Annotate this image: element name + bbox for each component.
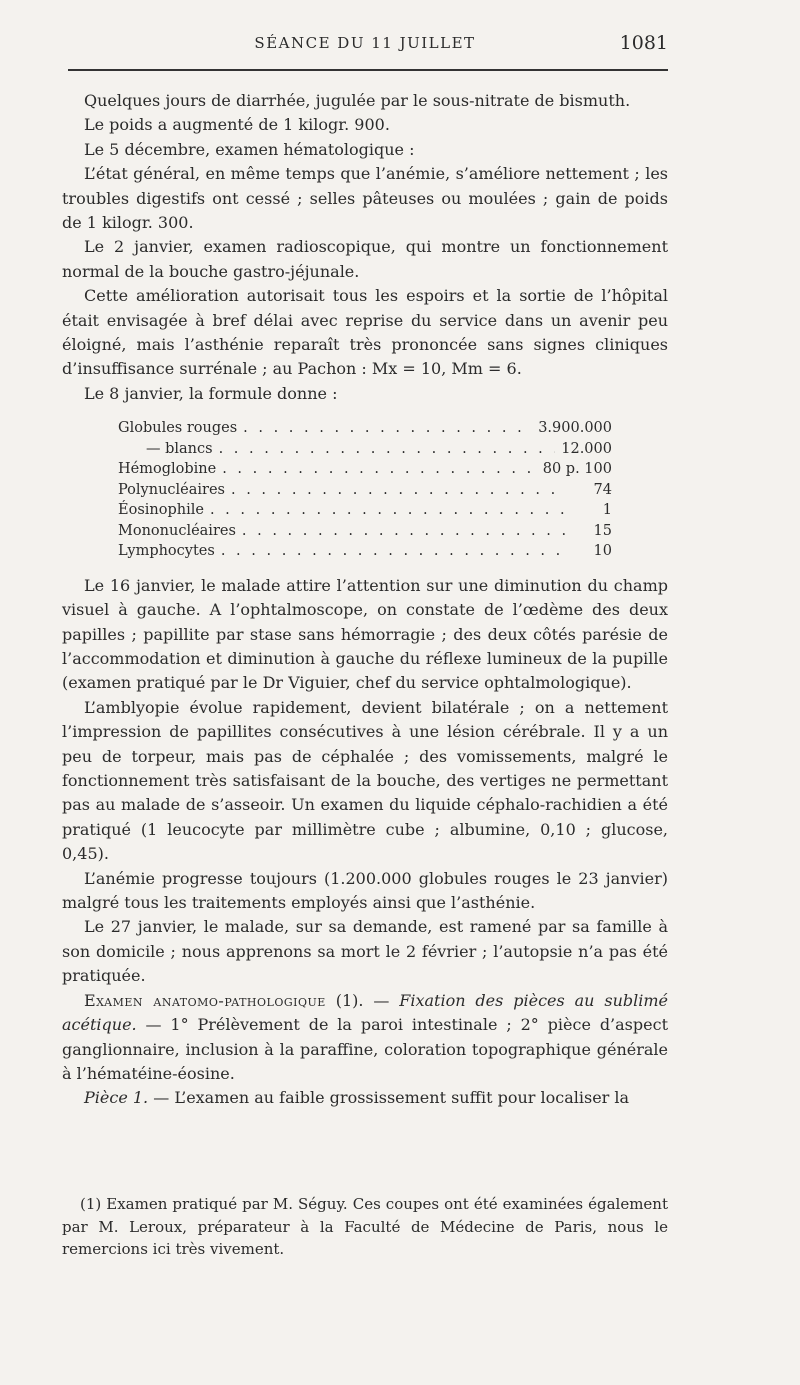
formula-row [118, 541, 612, 562]
main-text [62, 89, 668, 1111]
leader-dots [243, 418, 532, 439]
exam-paragraph [62, 989, 668, 1087]
formula-label: Hémoglobine [118, 461, 217, 478]
formula-value: 80 p. 100 [542, 461, 612, 478]
paragraph: L’état général, en même temps que l’anémie, s’améliore nettement ; les troubles digestifs ont cessé ; selles pâteuses ou moulées ; gain de poids de 1 kilogr. 300. [62, 164, 668, 233]
piece-label: Pièce 1. [84, 1088, 149, 1108]
paragraph: Le 5 décembre, examen hématologique : [84, 139, 415, 159]
exam-text: — 1° Prélèvement de la paroi intestinale ; 2° pièce d’aspect ganglionnaire, inclusion à la paraffine, coloration topographique générale à l’hématéine-éosine. [62, 1015, 668, 1083]
piece-paragraph [62, 1086, 668, 1110]
footnote: (1) Examen pratiqué par M. Séguy. Ces coupes ont été examinées également par M. Leroux, préparateur à la Faculté de Médecine de Paris, nous le remercions ici très vivement. [62, 1195, 668, 1258]
formula-value: 1 [602, 502, 612, 519]
fixation-text: Fixation des pièces au sublimé acétique. [62, 990, 668, 1035]
paragraph: L’amblyopie évolue rapidement, devient bilatérale ; on a nettement l’impression de papillites consécutives à une lésion cérébrale. Il y a un peu de torpeur, mais pas de céphalée ; des vomissements, malgré le fonctionnement très satisfaisant de la bouche, des vertiges ne permettant pas au malade de s’asseoir. Un examen du liquide céphalo-rachidien a été pratiqué (1 leucocyte par millimètre cube ; albumine, 0,10 ; glucose, 0,45). [62, 697, 668, 864]
running-header [62, 32, 668, 56]
formula-value: 12.000 [561, 440, 612, 457]
formula-label: Lymphocytes [118, 543, 215, 560]
paragraph: Le 27 janvier, le malade, sur sa demande, est ramené par sa famille à son domicile ; nous apprenons sa mort le 2 février ; l’autopsie n’a pas été pratiquée. [62, 917, 668, 986]
formula-value: 74 [593, 481, 612, 498]
paragraph: Le 16 janvier, le malade attire l’attention sur une diminution du champ visuel à gauche. A l’ophtalmoscope, on constate de l’œdème des deux papilles ; papillite par stase sans hémorragie ; des deux côtés parésie de l’accommodation et diminution à gauche du réflexe lumineux de la pupille (examen pratiqué par le Dr Viguier, chef du service ophtalmologique). [62, 575, 668, 693]
blood-formula-table [118, 418, 612, 562]
piece-text: — L’examen au faible grossissement suffit pour localiser la [148, 1088, 630, 1108]
paragraph: Le poids a augmenté de 1 kilogr. 900. [84, 115, 390, 135]
footnote-ref: (1). [335, 990, 364, 1010]
formula-value: 3.900.000 [538, 420, 612, 437]
formula-label: Polynucléaires [118, 481, 225, 498]
formula-value: 10 [593, 543, 612, 560]
exam-heading: Examen anatomo-pathologique [84, 990, 326, 1010]
formula-row [118, 439, 612, 460]
formula-value: 15 [593, 522, 612, 539]
paragraph: Cette amélioration autorisait tous les espoirs et la sortie de l’hôpital était envisagée à bref délai avec reprise du service dans un avenir peu éloigné, mais l’asthénie reparaît très prononcée sans signes cliniques d’insuffisance surrénale ; au Pachon : Mx = 10, Mm = 6. [62, 286, 668, 379]
paragraph: Le 2 janvier, examen radioscopique, qui montre un fonctionnement normal de la bouche gastro-jéjunale. [62, 237, 668, 281]
leader-dots [210, 500, 566, 521]
formula-row [118, 418, 612, 439]
leader-dots [231, 480, 566, 501]
running-title: SÉANCE DU 11 JUILLET [254, 34, 476, 52]
formula-label: Globules rouges [118, 420, 238, 437]
leader-dots [222, 459, 537, 480]
formula-label: Mononucléaires [118, 522, 236, 539]
formula-label: Éosinophile [118, 502, 204, 519]
paragraph: Le 8 janvier, la formule donne : [84, 383, 338, 403]
leader-dots [219, 439, 556, 460]
header-rule [68, 69, 668, 71]
paragraph: L’anémie progresse toujours (1.200.000 globules rouges le 23 janvier) malgré tous les traitements employés ainsi que l’asthénie. [62, 868, 668, 913]
dash: — [363, 990, 400, 1010]
leader-dots [242, 521, 566, 542]
page-number: 1081 [619, 32, 668, 54]
formula-row [118, 500, 612, 521]
leader-dots [221, 541, 566, 562]
formula-row [118, 480, 612, 501]
formula-row [118, 459, 612, 480]
paragraph: Quelques jours de diarrhée, jugulée par le sous-nitrate de bismuth. [84, 91, 631, 110]
formula-row [118, 521, 612, 542]
formula-label: — blancs [146, 440, 213, 457]
footnote-area [62, 1193, 668, 1261]
